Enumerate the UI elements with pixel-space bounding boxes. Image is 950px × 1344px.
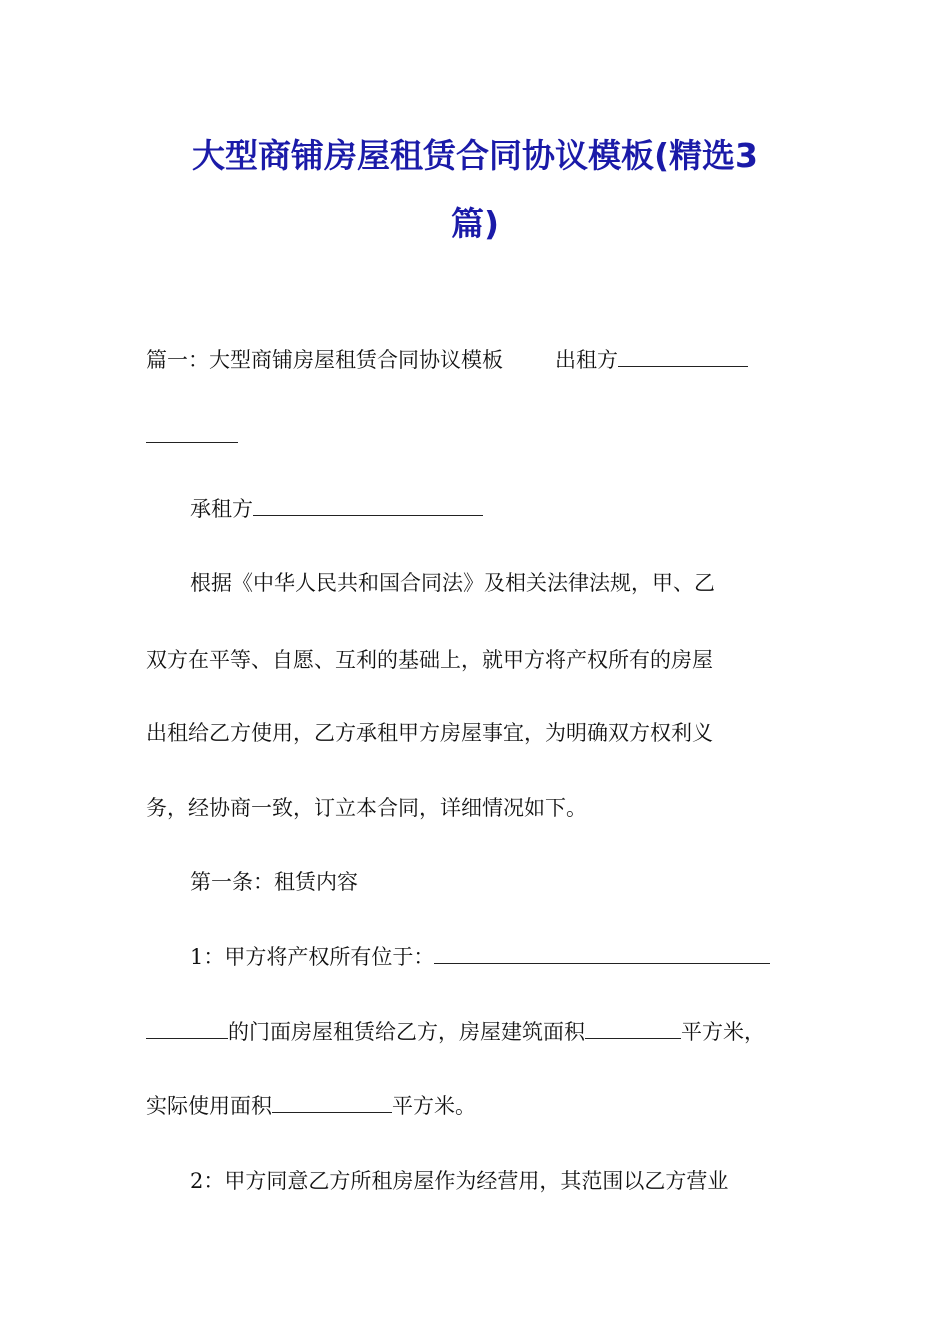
article-item-1-row-2 bbox=[146, 1017, 765, 1047]
location-blank-continued bbox=[146, 1020, 228, 1039]
preamble-line: 根据《中华人民共和国合同法》及相关法律法规，甲、乙 bbox=[190, 571, 715, 595]
article-heading: 第一条：租赁内容 bbox=[190, 870, 358, 894]
article-item-2: 2：甲方同意乙方所租房屋作为经营用，其范围以乙方营业 bbox=[190, 1169, 729, 1193]
building-area-blank bbox=[585, 1020, 681, 1039]
item-1-location-label: 1：甲方将产权所有位于： bbox=[190, 945, 435, 969]
lessee-blank bbox=[253, 497, 483, 516]
section-heading: 篇一：大型商铺房屋租赁合同协议模板 bbox=[146, 348, 503, 372]
actual-area-label: 实际使用面积 bbox=[146, 1094, 272, 1118]
actual-area-unit: 平方米。 bbox=[392, 1094, 476, 1118]
lessee-label: 承租方 bbox=[190, 497, 253, 521]
document-title-line-2: 篇) bbox=[450, 204, 500, 243]
article-item-1-row bbox=[190, 942, 770, 972]
lessee-row bbox=[190, 494, 483, 524]
item-1-unit: 平方米， bbox=[681, 1020, 765, 1044]
article-item-1-row-3 bbox=[146, 1091, 476, 1121]
actual-area-blank bbox=[272, 1094, 392, 1113]
preamble-line: 出租给乙方使用，乙方承租甲方房屋事宜，为明确双方权利义 bbox=[146, 721, 713, 745]
lessor-blank bbox=[618, 348, 748, 367]
lessor-label: 出租方 bbox=[555, 348, 618, 372]
lessor-blank-continued bbox=[146, 441, 238, 443]
section-heading-row bbox=[146, 345, 748, 375]
preamble-line: 双方在平等、自愿、互利的基础上，就甲方将产权所有的房屋 bbox=[146, 648, 713, 672]
document-title-line-1: 大型商铺房屋租赁合同协议模板(精选3 bbox=[191, 136, 759, 175]
preamble-line: 务，经协商一致，订立本合同，详细情况如下。 bbox=[146, 796, 587, 820]
location-blank bbox=[434, 945, 770, 964]
item-1-building-area-text: 的门面房屋租赁给乙方，房屋建筑面积 bbox=[228, 1020, 585, 1044]
